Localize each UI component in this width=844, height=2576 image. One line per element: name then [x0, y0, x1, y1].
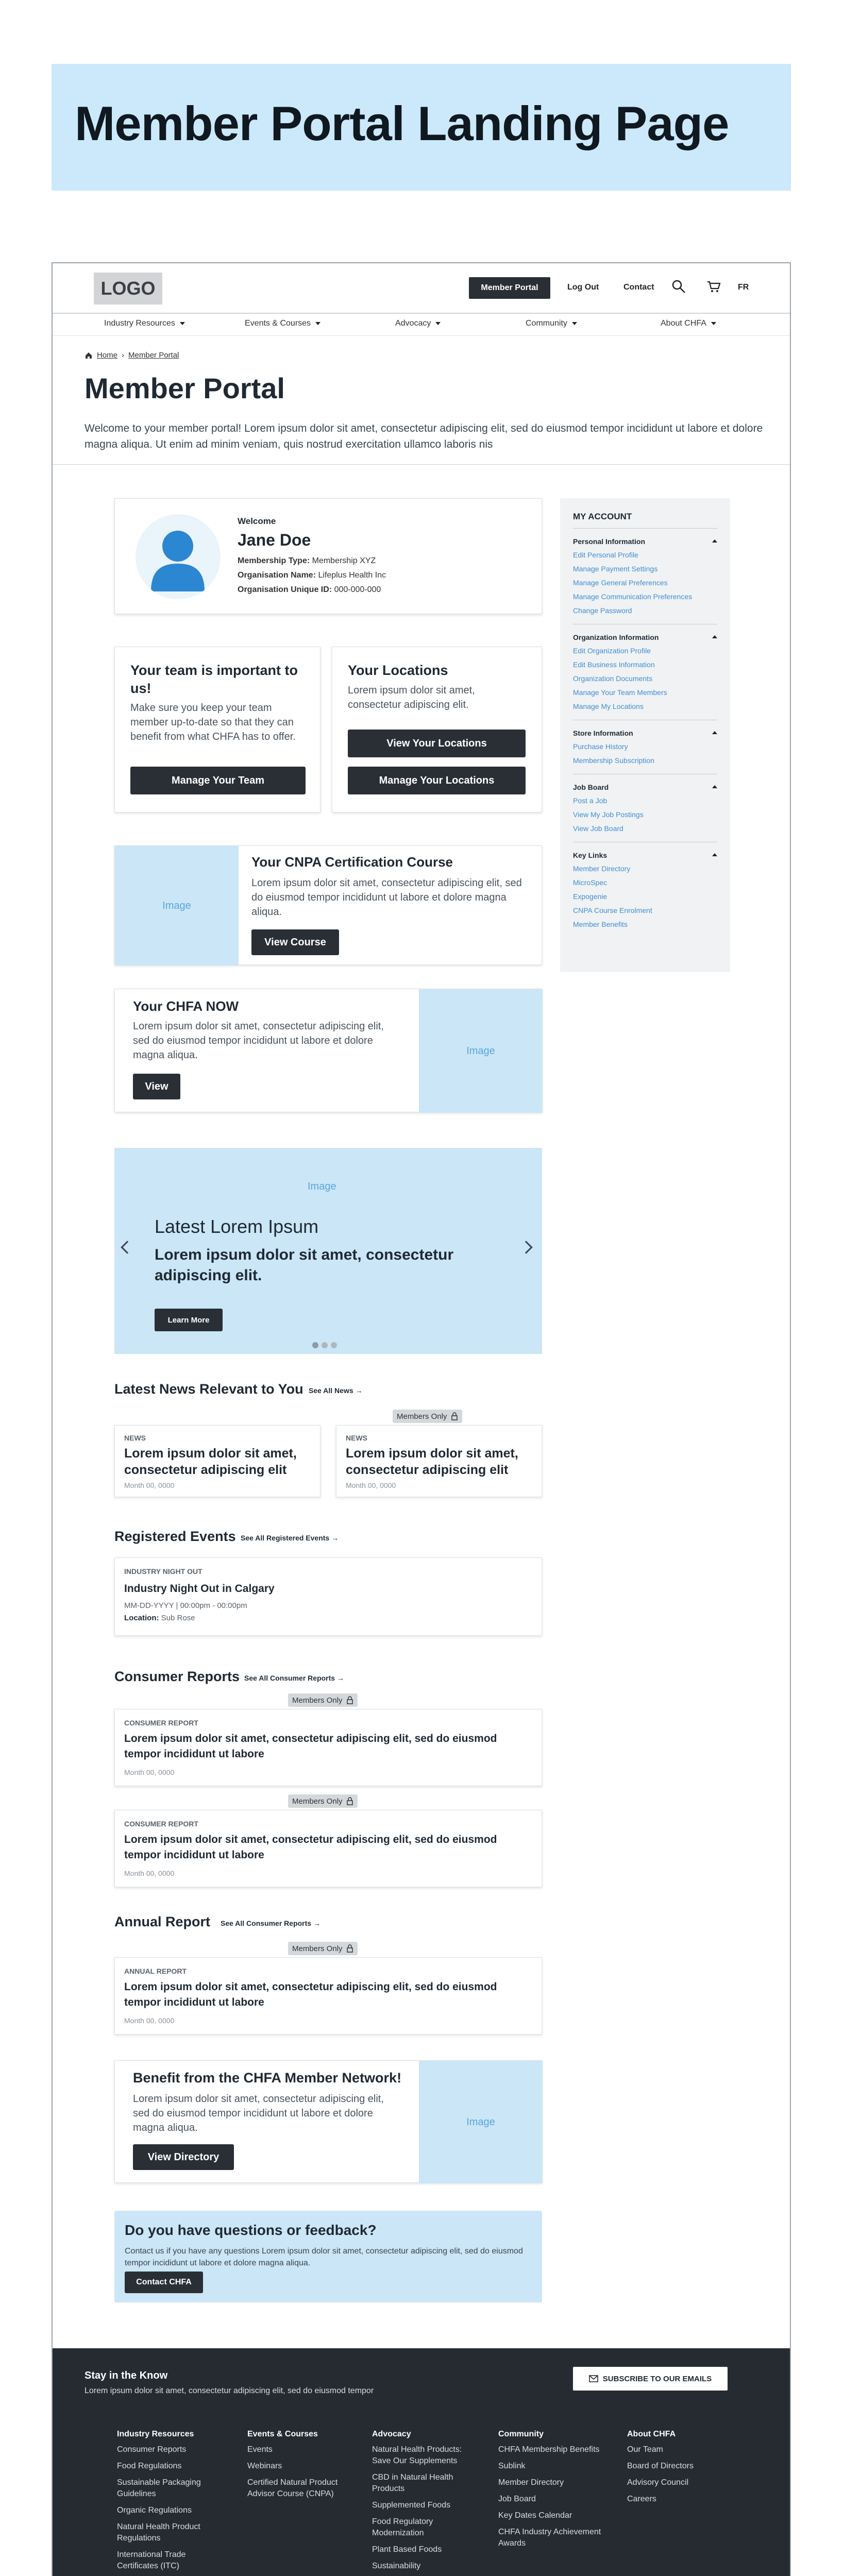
news-card[interactable] — [336, 1425, 542, 1497]
members-only-badge — [393, 1410, 462, 1423]
sidebar-link-expogenie[interactable]: Expogenie — [573, 892, 607, 901]
badge-label: Members Only — [292, 1797, 343, 1806]
report-date: Month 00, 0000 — [124, 2016, 175, 2025]
event-tag: INDUSTRY NIGHT OUT — [124, 1567, 202, 1575]
chevron-up-icon — [712, 539, 717, 543]
nav-advocacy[interactable] — [395, 319, 441, 328]
locations-card-title: Your Locations — [348, 663, 448, 678]
footer-link[interactable]: Board of Directors — [627, 2462, 694, 2470]
sidebar-link-view-job-board[interactable]: View Job Board — [573, 824, 623, 833]
lock-icon — [346, 1696, 353, 1704]
footer-column-title: Community — [498, 2430, 544, 2438]
view-directory-button[interactable]: View Directory — [133, 2144, 234, 2170]
profile-card — [114, 498, 542, 614]
report-tag: ANNUAL REPORT — [124, 1967, 187, 1975]
breadcrumb — [85, 351, 179, 360]
questions-text: Contact us if you have any questions Lorem ipsum dolor sit amet, consectetur adipiscing elit, sed do eiusmod tempor incididunt ut labore et dolore magna aliqua. — [125, 2247, 523, 2267]
arrow-right-icon: → — [331, 1534, 339, 1542]
locations-card — [332, 647, 542, 812]
nav-events-courses[interactable] — [245, 319, 320, 328]
contact-link[interactable]: Contact — [623, 283, 654, 292]
report-title[interactable]: Lorem ipsum dolor sit amet, consectetur adipiscing elit, sed do eiusmod tempor incididunt ut labore — [124, 1733, 497, 1760]
view-chfa-now-button[interactable]: View — [133, 1074, 180, 1099]
membership-label: Membership Type: — [238, 556, 310, 565]
sidebar-link-edit-business-info[interactable]: Edit Business Information — [573, 660, 655, 669]
footer-link[interactable]: Certified Natural Product Advisor Course (CNPA) — [247, 2478, 338, 2498]
carousel-image-label: Image — [308, 1181, 336, 1192]
member-name: Jane Doe — [238, 531, 311, 549]
nav-label: About CHFA — [661, 319, 706, 328]
cnpa-course-card — [114, 845, 542, 965]
hero-carousel — [114, 1148, 542, 1354]
chevron-right-icon: › — [122, 351, 125, 360]
chevron-up-icon — [712, 853, 717, 856]
locations-card-text: Lorem ipsum dolor sit amet, consectetur adipiscing elit. — [348, 685, 475, 710]
chevron-down-icon — [180, 322, 185, 325]
chevron-down-icon — [572, 322, 577, 325]
footer-link[interactable]: Events — [247, 2445, 273, 2454]
report-date: Month 00, 0000 — [124, 1768, 175, 1776]
network-image: Image — [419, 2061, 543, 2183]
stay-in-know-text: Lorem ipsum dolor sit amet, consectetur adipiscing elit, sed do eiusmod tempor — [85, 2386, 374, 2395]
footer-link[interactable]: Sustainable Packaging Guidelines — [117, 2478, 201, 2498]
event-location-value: Sub Rose — [161, 1614, 195, 1622]
footer-link[interactable]: Advisory Council — [627, 2478, 689, 2487]
footer-link[interactable]: Natural Health Products: Save Our Supplements — [372, 2445, 462, 2465]
network-title: Benefit from the CHFA Member Network! — [133, 2070, 402, 2086]
carousel-dot-active[interactable] — [312, 1342, 318, 1348]
news-date: Month 00, 0000 — [346, 1481, 396, 1489]
breadcrumb-current[interactable]: Member Portal — [128, 351, 179, 360]
carousel-prev-icon[interactable] — [121, 1241, 133, 1253]
avatar — [136, 514, 221, 599]
organisation-row — [238, 571, 386, 580]
sidebar-link-my-locations[interactable]: Manage My Locations — [573, 702, 644, 710]
sidebar-link-post-job[interactable]: Post a Job — [573, 796, 607, 805]
footer-link[interactable]: Organic Regulations — [117, 2506, 192, 2515]
carousel-subtitle: Latest Lorem Ipsum — [155, 1216, 319, 1237]
sidebar-link-membership-subscription[interactable]: Membership Subscription — [573, 756, 654, 765]
report-tag: CONSUMER REPORT — [124, 1820, 198, 1828]
footer-column-industry — [117, 2430, 225, 2576]
consumer-report-card[interactable] — [114, 1709, 542, 1786]
event-datetime: MM-DD-YYYY | 00:00pm - 00:00pm — [124, 1601, 247, 1610]
footer-column-events — [247, 2430, 356, 2505]
annual-report-card[interactable] — [114, 1957, 542, 2035]
news-tag: NEWS — [124, 1434, 146, 1442]
mail-icon — [589, 2375, 598, 2382]
carousel-headline: Lorem ipsum dolor sit amet, consectetur adipiscing elit. — [155, 1246, 454, 1284]
event-card[interactable] — [114, 1557, 542, 1636]
sidebar-link-team-members[interactable]: Manage Your Team Members — [573, 688, 667, 697]
sidebar-link-member-benefits[interactable]: Member Benefits — [573, 920, 628, 928]
event-location-label: Location: — [124, 1614, 159, 1622]
course-image: Image — [115, 846, 239, 965]
footer-column-advocacy — [372, 2430, 480, 2576]
search-icon[interactable] — [671, 279, 686, 294]
chevron-up-icon — [712, 635, 717, 638]
sidebar-link-payment-settings[interactable]: Manage Payment Settings — [573, 565, 658, 573]
lock-icon — [451, 1412, 458, 1420]
member-portal-button[interactable]: Member Portal — [469, 277, 550, 299]
chevron-up-icon — [712, 731, 717, 734]
organisation-id-label: Organisation Unique ID: — [238, 585, 332, 594]
membership-value: Membership XYZ — [312, 556, 376, 565]
sidebar-link-edit-org-profile[interactable]: Edit Organization Profile — [573, 647, 651, 655]
footer-link[interactable]: Careers — [627, 2495, 656, 2503]
manage-locations-button[interactable]: Manage Your Locations — [348, 767, 526, 794]
footer-link[interactable]: Sustainability — [372, 2562, 421, 2570]
sidebar-link-communication-preferences[interactable]: Manage Communication Preferences — [573, 592, 693, 601]
see-all-annual-reports-link[interactable] — [221, 1919, 320, 1927]
see-all-label: See All News — [309, 1386, 353, 1395]
nav-label: Events & Courses — [245, 319, 311, 328]
event-location — [124, 1614, 195, 1622]
footer-link[interactable]: Member Directory — [498, 2478, 564, 2487]
sidebar-heading-label: Key Links — [573, 851, 607, 859]
see-all-consumer-reports-link[interactable] — [244, 1674, 344, 1682]
sidebar-heading-key-links[interactable] — [573, 851, 717, 859]
organisation-value: Lifeplus Health Inc — [318, 571, 386, 580]
lock-icon — [346, 1944, 353, 1953]
header-divider — [53, 313, 790, 314]
report-date: Month 00, 0000 — [124, 1869, 175, 1877]
cnpa-title: Your CNPA Certification Course — [251, 854, 453, 870]
footer-link[interactable]: International Trade Certificates (ITC) — [117, 2550, 186, 2570]
member-network-card — [114, 2060, 542, 2183]
contact-chfa-button[interactable]: Contact CHFA — [125, 2272, 203, 2293]
news-card[interactable] — [114, 1425, 320, 1497]
my-account-title: MY ACCOUNT — [573, 512, 632, 521]
page-frame — [52, 262, 791, 2576]
sidebar-divider — [573, 528, 717, 529]
organisation-id-row — [238, 585, 381, 595]
cnpa-text: Lorem ipsum dolor sit amet, consectetur adipiscing elit, sed do eiusmod tempor incididunt ut labore et dolore magna aliqua. — [251, 877, 522, 918]
network-text: Lorem ipsum dolor sit amet, consectetur adipiscing elit, sed do eiusmod tempor incididunt ut labore et dolore magna aliqua. — [133, 2093, 384, 2133]
team-card — [114, 647, 320, 812]
see-all-label: See All Consumer Reports — [244, 1674, 335, 1682]
annual-section-title: Annual Report — [114, 1914, 210, 1929]
team-card-text: Make sure you keep your team member up-to-date so that they can benefit from what CHFA has to offer. — [130, 702, 296, 742]
chevron-down-icon — [711, 322, 716, 325]
badge-label: Members Only — [292, 1944, 343, 1953]
see-all-events-link[interactable] — [241, 1534, 339, 1542]
arrow-right-icon: → — [355, 1386, 363, 1395]
footer-column-title: Advocacy — [372, 2430, 411, 2438]
news-tag: NEWS — [346, 1434, 367, 1442]
footer-link[interactable]: Supplemented Foods — [372, 2501, 451, 2510]
banner-title: Member Portal Landing Page — [75, 96, 729, 150]
organisation-label: Organisation Name: — [238, 571, 316, 580]
main-nav — [53, 319, 790, 333]
sidebar-link-purchase-history[interactable]: Purchase History — [573, 742, 628, 751]
chfa-now-text: Lorem ipsum dolor sit amet, consectetur adipiscing elit, sed do eiusmod tempor incididunt ut labore et dolore magna aliqua. — [133, 1021, 384, 1061]
sidebar-link-org-documents[interactable]: Organization Documents — [573, 674, 653, 683]
logo[interactable]: LOGO — [94, 273, 162, 304]
sidebar-link-member-directory[interactable]: Member Directory — [573, 865, 631, 873]
footer-link[interactable]: Key Dates Calendar — [498, 2511, 572, 2520]
sidebar-heading-label: Personal Information — [573, 537, 646, 546]
arrow-right-icon: → — [336, 1674, 344, 1682]
page-intro: Welcome to your member portal! Lorem ipsum dolor sit amet, consectetur adipiscing elit, sed do eiusmod tempor incididunt ut labore et dolore magna aliqua. Ut enim ad minim veniam, quis nostrud exercitation ullamco laboris nis — [85, 422, 763, 450]
footer-link[interactable]: Our Team — [627, 2445, 663, 2454]
sidebar-heading-label: Organization Information — [573, 633, 659, 641]
organisation-id-value: 000-000-000 — [334, 585, 381, 594]
see-all-label: See All Registered Events — [241, 1534, 330, 1542]
sidebar-link-microspec[interactable]: MicroSpec — [573, 878, 607, 887]
sidebar-heading-personal[interactable] — [573, 537, 717, 546]
sidebar-link-general-preferences[interactable]: Manage General Preferences — [573, 579, 668, 587]
sidebar-heading-store[interactable] — [573, 729, 717, 737]
footer-link[interactable]: Job Board — [498, 2495, 536, 2503]
badge-label: Members Only — [292, 1696, 343, 1705]
footer-link[interactable]: Webinars — [247, 2462, 282, 2470]
language-toggle[interactable]: FR — [738, 283, 749, 292]
footer-column-community — [498, 2430, 606, 2554]
carousel-next-icon[interactable] — [519, 1241, 532, 1253]
sidebar-heading-label: Store Information — [573, 729, 633, 737]
report-title[interactable]: Lorem ipsum dolor sit amet, consectetur adipiscing elit, sed do eiusmod tempor incididunt ut labore — [124, 1981, 497, 2008]
membership-row — [238, 556, 376, 566]
report-tag: CONSUMER REPORT — [124, 1719, 198, 1727]
questions-box — [114, 2211, 542, 2302]
consumer-section-title: Consumer Reports — [114, 1669, 240, 1684]
nav-label: Community — [526, 319, 567, 328]
members-only-badge — [288, 1693, 358, 1707]
nav-label: Industry Resources — [104, 319, 175, 328]
nav-divider — [53, 335, 790, 336]
carousel-dot[interactable] — [331, 1342, 337, 1348]
arrow-right-icon: → — [313, 1919, 320, 1927]
news-section-title: Latest News Relevant to You — [114, 1381, 303, 1397]
subscribe-label: SUBSCRIBE TO OUR EMAILS — [602, 2374, 712, 2383]
nav-community[interactable] — [526, 319, 577, 328]
footer-link[interactable]: CHFA Industry Achievement Awards — [498, 2528, 601, 2548]
lock-icon — [346, 1797, 353, 1805]
sidebar-heading-organization[interactable] — [573, 633, 717, 641]
see-all-label: See All Consumer Reports — [221, 1919, 312, 1927]
events-section-title: Registered Events — [114, 1529, 236, 1544]
nav-about-chfa[interactable] — [661, 319, 716, 328]
members-only-badge — [288, 1794, 358, 1808]
stay-in-know-title: Stay in the Know — [85, 2370, 168, 2381]
learn-more-button[interactable]: Learn More — [155, 1309, 223, 1331]
team-card-title: Your team is important to us! — [130, 663, 298, 696]
sidebar-link-my-job-postings[interactable]: View My Job Postings — [573, 810, 644, 819]
event-title[interactable]: Industry Night Out in Calgary — [124, 1583, 275, 1595]
sidebar-link-cnpa-enrolment[interactable]: CNPA Course Enrolment — [573, 906, 652, 914]
footer-link[interactable]: CHFA Membership Benefits — [498, 2445, 600, 2454]
footer-column-title: About CHFA — [627, 2430, 676, 2438]
carousel-dot[interactable] — [322, 1342, 328, 1348]
news-date: Month 00, 0000 — [124, 1481, 175, 1489]
chevron-down-icon — [315, 322, 320, 325]
news-title[interactable]: Lorem ipsum dolor sit amet, consectetur adipiscing elit — [346, 1446, 518, 1477]
footer-link[interactable]: CBD in Natural Health Products — [372, 2473, 453, 2493]
footer-link[interactable]: Food Regulations — [117, 2462, 182, 2470]
view-locations-button[interactable]: View Your Locations — [348, 730, 526, 757]
subscribe-button[interactable] — [573, 2367, 728, 2391]
sidebar-link-change-password[interactable]: Change Password — [573, 606, 632, 615]
user-icon — [136, 514, 221, 599]
chevron-down-icon — [435, 322, 441, 325]
manage-team-button[interactable]: Manage Your Team — [130, 767, 306, 794]
section-divider — [53, 464, 790, 465]
site-footer — [53, 2348, 790, 2576]
home-icon — [85, 351, 93, 360]
footer-link[interactable]: Sublink — [498, 2462, 526, 2470]
sidebar-heading-label: Job Board — [573, 783, 609, 791]
cart-icon[interactable] — [706, 279, 721, 294]
chfa-now-image: Image — [419, 989, 543, 1113]
footer-link[interactable]: Natural Health Product Regulations — [117, 2522, 200, 2543]
footer-column-title: Events & Courses — [247, 2430, 318, 2438]
report-title[interactable]: Lorem ipsum dolor sit amet, consectetur adipiscing elit, sed do eiusmod tempor incididunt ut labore — [124, 1834, 497, 1861]
news-title[interactable]: Lorem ipsum dolor sit amet, consectetur adipiscing elit — [124, 1446, 297, 1477]
footer-link[interactable]: Food Regulatory Modernization — [372, 2517, 433, 2537]
footer-column-about — [627, 2430, 720, 2510]
members-only-badge — [288, 1942, 358, 1955]
welcome-label: Welcome — [238, 516, 276, 526]
view-course-button[interactable]: View Course — [251, 929, 339, 955]
site-header — [53, 263, 790, 313]
badge-label: Members Only — [397, 1412, 447, 1421]
nav-industry-resources[interactable] — [104, 319, 185, 328]
consumer-report-card[interactable] — [114, 1810, 542, 1887]
nav-label: Advocacy — [395, 319, 431, 328]
breadcrumb-home[interactable]: Home — [97, 351, 118, 360]
sidebar-heading-job-board[interactable] — [573, 783, 717, 791]
questions-title: Do you have questions or feedback? — [125, 2222, 377, 2238]
chfa-now-title: Your CHFA NOW — [133, 998, 239, 1014]
chevron-up-icon — [712, 785, 717, 788]
footer-link[interactable]: Plant Based Foods — [372, 2545, 442, 2554]
footer-column-title: Industry Resources — [117, 2430, 194, 2438]
sidebar-link-edit-personal-profile[interactable]: Edit Personal Profile — [573, 551, 638, 559]
my-account-sidebar — [560, 498, 730, 972]
page-title: Member Portal — [85, 372, 285, 404]
chfa-now-card — [114, 989, 542, 1112]
footer-link[interactable]: Consumer Reports — [117, 2445, 187, 2454]
log-out-link[interactable]: Log Out — [567, 283, 599, 292]
see-all-news-link[interactable] — [309, 1386, 363, 1395]
